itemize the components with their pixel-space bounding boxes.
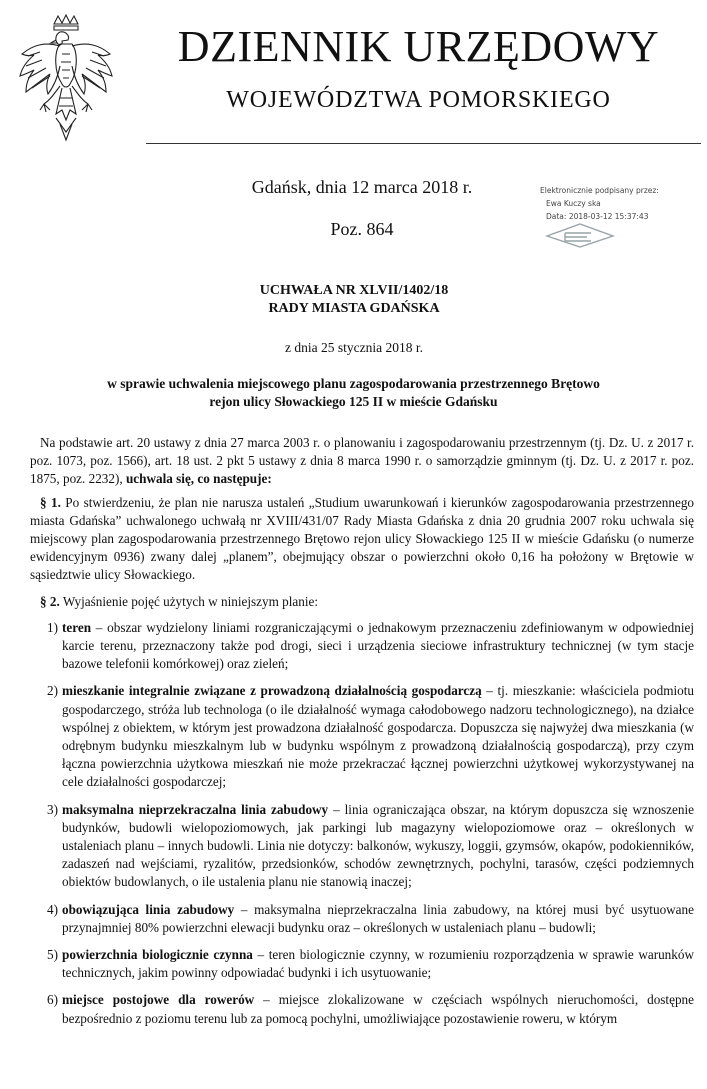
definition-body — [62, 801, 694, 892]
definition-text: – tj. mieszkanie: właściciela podmiotu gospodarczego, stróża lub technologa (o ile działalność wymaga całodobowego nadzoru technologicznego), na działce wspólnej z obiektem, w którym jest prowadzona działalność gospodarcza. Dopuszcza się najwyżej dwa mieszkania (w odrębnym budynku mieszkalnym lub w budynku wspólnym z prowadzoną działalnością gospodarczą), przy czym łączna powierzchnia użytkowa mieszkań nie może przekraczać łącznej powierzchni użytkowej wykorzystywanej na cele działalności gospodarczej; — [62, 683, 694, 790]
preamble — [30, 434, 694, 489]
preamble-text: Na podstawie art. 20 ustawy z dnia 27 marca 2003 r. o planowaniu i zagospodarowaniu przestrzennym (tj. Dz. U. z 2017 r. poz. 1073, poz. 1566), art. 18 ust. 2 pkt 5 ustawy z dnia 8 marca 1990 r. o samorządzie gminnym (tj. Dz. U. z 2017 r. poz. 1875, poz. 2232), — [30, 435, 694, 487]
definition-item — [30, 801, 694, 892]
definition-term: miejsce postojowe dla rowerów — [62, 992, 255, 1008]
resolution-title-line2: RADY MIASTA GDAŃSKA — [268, 301, 440, 316]
header-divider — [146, 143, 701, 144]
definition-text: – teren biologicznie czynny, w rozumieniu rozporządzenia w sprawie warunków technicznych, jakim powinny odpowiadać budynki i ich usytuowanie; — [62, 947, 694, 981]
signature-label: Elektronicznie podpisany przez: — [540, 186, 659, 195]
signature-date: Data: 2018-03-12 15:37:43 — [546, 212, 649, 221]
definition-body — [62, 946, 694, 982]
paragraph-1-text: Po stwierdzeniu, że plan nie narusza ustaleń „Studium uwarunkowań i kierunków zagospodarowania przestrzennego miasta Gdańska” uchwalonego uchwałą nr XVIII/431/07 Rady Miasta Gdańska z dnia 20 grudnia 2007 roku uchwala się miejscowy plan zagospodarowania przestrzennego Brętowo rejon ulicy Słowackiego 125 II w mieście Gdańsku (o numerze ewidencyjnym 0936) zwany dalej „planem”, obejmujący obszar o powierzchni około 0,16 ha położony w Brętowie w sąsiedztwie ulicy Słowackiego. — [30, 494, 695, 583]
definition-number: 1) — [47, 619, 58, 635]
paragraph-1 — [30, 494, 694, 585]
e-signature-logo-icon — [543, 222, 617, 248]
resolution-subject — [70, 375, 637, 411]
definition-number: 6) — [47, 992, 58, 1008]
definition-item — [30, 901, 694, 937]
definitions-list — [30, 619, 694, 1028]
paragraph-2 — [30, 593, 694, 611]
definition-term: maksymalna nieprzekraczalna linia zabudowy — [62, 801, 329, 817]
definition-item — [30, 946, 694, 982]
definition-body — [62, 991, 694, 1027]
document-body — [30, 434, 694, 1037]
place-and-date: Gdańsk, dnia 12 marca 2018 r. — [251, 177, 473, 197]
paragraph-2-label: § 2. — [40, 593, 60, 609]
definition-number: 2) — [47, 683, 58, 699]
definition-body — [62, 682, 694, 791]
definition-body — [62, 901, 694, 937]
definition-term: mieszkanie integralnie związane z prowadzoną działalnością gospodarczą — [62, 683, 482, 699]
resolution-date: z dnia 25 stycznia 2018 r. — [285, 340, 423, 355]
gazette-title: DZIENNIK URZĘDOWY — [177, 22, 660, 71]
definition-text: – obszar wydzielony liniami rozgraniczającymi o jednakowym przeznaczeniu zdefiniowanym w odpowiedniej karcie terenu, przeznaczony także pod drogi, sieci i urządzenia sieciowe infrastruktury technicznej (w tym stacje bazowe telefonii komórkowej) oraz zieleń; — [62, 619, 694, 672]
preamble-enactment: uchwala się, co następuje: — [125, 471, 272, 487]
definition-body — [62, 619, 694, 674]
signature-name: Ewa Kuczy ska — [546, 199, 601, 208]
definition-number: 3) — [47, 801, 58, 817]
resolution-subject-line2: rejon ulicy Słowackiego 125 II w mieście Gdańsku — [209, 394, 498, 409]
definition-item — [30, 682, 694, 791]
electronic-signature-block — [540, 184, 700, 223]
definition-item — [30, 619, 694, 674]
position-number: Poz. 864 — [330, 219, 394, 239]
white-eagle-emblem-icon — [16, 14, 116, 144]
definition-text: – maksymalna nieprzekraczalna linia zabudowy, na której musi być usytuowane przynajmniej 80% powierzchni elewacji budynku oraz – określonych w ustaleniach planu – budowli; — [62, 901, 694, 935]
resolution-subject-line1: w sprawie uchwalenia miejscowego planu zagospodarowania przestrzennego Brętowo — [107, 376, 600, 391]
definition-term: powierzchnia biologicznie czynna — [62, 947, 253, 963]
paragraph-1-label: § 1. — [40, 494, 61, 510]
gazette-subtitle: WOJEWÓDZTWA POMORSKIEGO — [226, 87, 611, 113]
definition-text: – miejsce zlokalizowane w częściach wspólnych nieruchomości, dostępne bezpośrednio z poziomu terenu lub za pomocą pochylni, umożliwiające pozostawienie roweru, w którym — [62, 992, 694, 1026]
paragraph-2-text: Wyjaśnienie pojęć użytych w niniejszym planie: — [59, 593, 319, 609]
definition-term: teren — [62, 619, 92, 635]
definition-item — [30, 991, 694, 1027]
definition-number: 5) — [47, 947, 58, 963]
resolution-title — [120, 282, 588, 318]
definition-number: 4) — [47, 901, 58, 917]
definition-term: obowiązująca linia zabudowy — [62, 901, 235, 917]
definition-text: – linia ograniczająca obszar, na którym dopuszcza się wznoszenie budynków, budowli wielopoziomowych, jak parkingi lub magazyny wielopoziomowe oraz – określonych w ustaleniach planu – innych budowli. Linia nie dotyczy: balkonów, wykuszy, loggii, gzymsów, okapów, podokienników, zadaszeń nad wejściami, ryzalitów, przedsionków, schodów zewnętrznych, pochylni, tarasów, części podziemnych obiektów budowlanych, o ile ustalenia planu nie stanowią inaczej; — [62, 801, 694, 890]
resolution-title-line1: UCHWAŁA NR XLVII/1402/18 — [259, 283, 449, 298]
